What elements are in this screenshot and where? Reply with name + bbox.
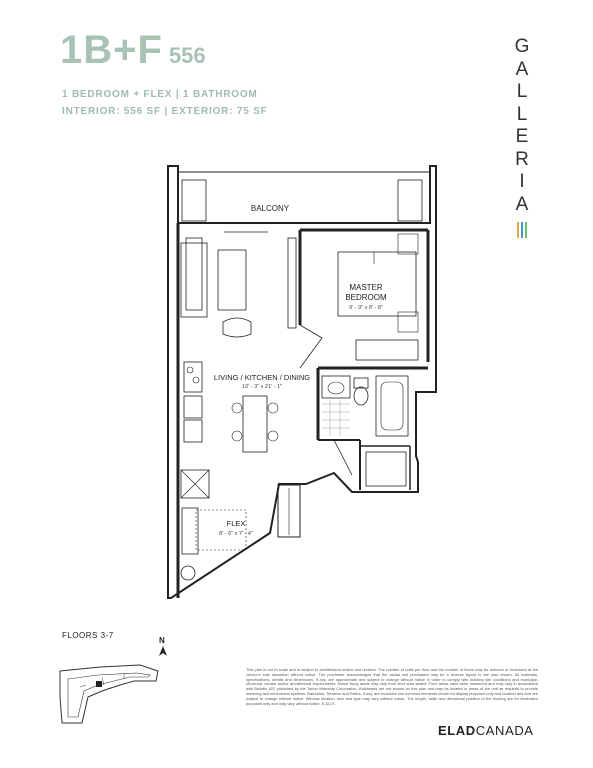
north-arrow-icon	[157, 645, 169, 657]
brand-letter: I	[519, 171, 525, 192]
flex-dims: 8' - 6" x 7' - 4"	[219, 531, 253, 537]
living-label: LIVING / KITCHEN / DINING	[213, 373, 311, 382]
master-bedroom-dims: 9' - 9" x 8' - 8"	[349, 305, 383, 311]
brand-letter: R	[515, 148, 529, 170]
brand-letter: E	[515, 126, 529, 147]
developer-logo	[438, 723, 534, 738]
master-bedroom-label-2: BEDROOM	[345, 293, 387, 302]
unit-size: 556	[168, 43, 206, 68]
master-bedroom-label-1: MASTER	[349, 283, 383, 292]
brand-letter: L	[516, 103, 528, 125]
area-line: INTERIOR: 556 SF | EXTERIOR: 75 SF	[62, 106, 268, 117]
brand-letter: A	[515, 193, 529, 215]
balcony-label: BALCONY	[250, 204, 290, 213]
keyplan-map	[40, 657, 170, 725]
rooms-line: 1 BEDROOM + FLEX | 1 BATHROOM	[62, 89, 258, 100]
floors-label: FLOORS 3-7	[62, 631, 114, 640]
brand-letter: G	[514, 36, 530, 57]
brand-letter: A	[515, 58, 529, 80]
north-arrow-label: N	[159, 636, 165, 645]
legal-disclaimer: This plan is not to scale and is subject to architectural review and revision. The number of units per floor and the number of floors may be reduced or increased at the vendor's sole discretion without notice. The purchaser acknowledges that the actual unit purchased may be a reverse layout to the plan shown. All materials, specifications, details and dimensions, if any, are approximate and subject to change without notice in order to comply with building site conditions and municipal, structural, vendor and/or architectural requirements. Actual living areas may vary from floor area stated. Floor areas have been measured and may vary in accordance with Bulletin #22 published by the Tarion Warranty Corporation. Bulkheads are not shown on this plan and may be located in areas of the unit as required to provide servicing and mechanical systems. Balconies, Terraces and Patios, if any, are exclusive use common elements shown for display purposes only and location and size are subject to change without notice. Window location, size and type may vary without notice. The length, width and directional position of the flooring are for illustration purposes only and may vary without notice. E.&O.E.	[246, 667, 538, 706]
unit-name: 1B+F	[60, 28, 163, 72]
living-dims: 10' - 3" x 21' - 1"	[242, 384, 282, 390]
flex-label: FLEX	[226, 519, 246, 528]
brand-letter: L	[516, 81, 528, 102]
developer-logo-bold: ELAD	[438, 723, 476, 738]
developer-logo-light: CANADA	[475, 723, 534, 738]
